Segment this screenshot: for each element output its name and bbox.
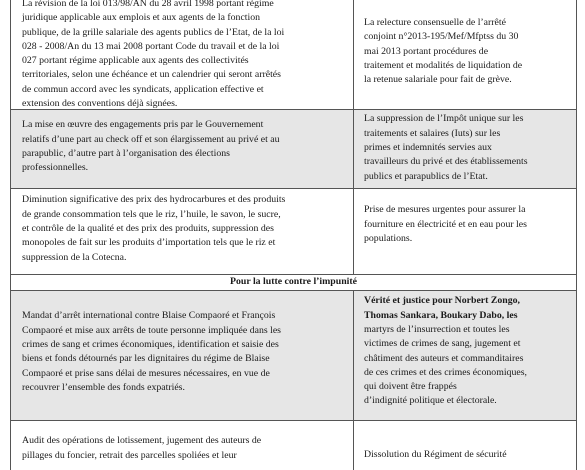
text-line: parapublic, d’autre part à l’organisation des élections [22,147,230,159]
table-cell-left [11,110,354,189]
text-line: publics et parapublics de l’Etat. [364,170,488,182]
section-heading-row [11,275,577,291]
text-line: relatifs d’une part au check off et son élargissement au privé et au [22,133,280,145]
text-line: mai 2013 portant procédures de [364,45,489,57]
text-line: martyrs de l’insurrection et toutes les [364,323,510,335]
text-line: populations. [364,232,413,244]
text-line: conjoint n°2013-195/Mef/Mfptss du 30 [364,31,519,43]
text-line: territoriales, selon une échéance et un calendrier qui seront arrêtés [22,69,281,81]
table-cell-right [354,421,577,470]
table-cell-right [354,189,577,275]
table-row [11,189,577,275]
text-line: de commun accord avec les syndicats, application effective et [22,83,264,95]
text-line: Compaoré et prise sans délai de mesures nécessaires, en vue de [22,367,270,379]
demands-table [10,0,577,470]
text-line: de ces crimes et des crimes économiques, [364,366,527,378]
text-line: crimes de sang et crimes économiques, identification et saisie des [22,338,279,350]
text-line: biens et fonds détournés par les dignitaires du régime de Blaise [22,353,270,365]
text-line: la retenue salariale pour fait de grève. [364,74,512,86]
text-line: recouvrer l’ensemble des fonds expatriés. [22,381,185,393]
table-row [11,110,577,189]
text-line: La révision de la loi 013/98/AN du 28 avril 1998 portant régime [22,0,274,9]
text-line: et contrôle de la qualité et des prix des produits, suppression des [22,222,274,234]
text-line: qui doivent être frappés [364,381,457,393]
text-line: suppression de la Cotecna. [22,251,127,263]
text-line: juridique applicable aux emplois et aux agents de la fonction [22,12,261,24]
text-line: extension des conventions déjà signées. [22,98,178,110]
text-line: traitement et modalités de liquidation de [364,59,523,71]
text-line: professionnelles. [22,162,89,174]
table-row [11,421,577,470]
text-line: Compaoré et mise aux arrêts de toute personne impliquée dans les [22,324,281,336]
table-cell-right [354,110,577,189]
text-line: fourniture en électricité et en eau pour les [364,218,527,230]
table-row [11,0,577,110]
text-line: pillages du foncier, retrait des parcelles spoliées et leur [22,449,237,461]
table-cell-right [354,0,577,110]
text-line: victimes de crimes de sang, jugement et [364,338,521,350]
text-line: Mandat d’arrêt international contre Blaise Compaoré et François [22,310,276,322]
text-line: de grande consommation tels que le riz, l’huile, le savon, le sucre, [22,208,281,220]
table-cell-right [354,291,577,421]
table-row [11,291,577,421]
text-line: Thomas Sankara, Boukary Dabo, les [364,309,518,321]
text-line: 027 portant régime applicable aux agents des collectivités [22,55,249,67]
table-cell-left [11,189,354,275]
text-line: Dissolution du Régiment de sécurité [364,449,507,461]
text-line: La relecture consensuelle de l’arrêté [364,17,506,28]
text-line: monopoles de fait sur les produits d’importation tels que le riz et [22,237,276,249]
text-line: Vérité et justice pour Norbert Zongo, [364,295,520,307]
text-line: 028 - 2008/An du 13 mai 2008 portant Code du travail et de la loi [22,40,280,52]
text-line: publique, de la grille salariale des agents publics de l’Etat, de la loi [22,26,285,38]
table-cell-left [11,291,354,421]
table-cell-left [11,421,354,470]
text-line: primes et indemnités servies aux [364,141,492,153]
text-line: La mise en œuvre des engagements pris par le Gouvernement [22,119,264,131]
text-line: Prise de mesures urgentes pour assurer la [364,204,526,216]
text-line: châtiment des auteurs et commanditaires [364,352,524,364]
text-line: Diminution significative des prix des hydrocarbures et des produits [22,194,286,206]
table-cell-left [11,0,354,110]
text-line: travailleurs du privé et des établissements [364,156,528,168]
section-heading: Pour la lutte contre l’impunité [11,275,577,291]
text-line: traitements et salaires (Iuts) sur les [364,127,501,139]
text-line: La suppression de l’Impôt unique sur les [364,113,524,125]
text-line: Audit des opérations de lotissement, jugement des auteurs de [22,435,262,447]
text-line: d’indignité politique et électorale. [364,395,497,407]
